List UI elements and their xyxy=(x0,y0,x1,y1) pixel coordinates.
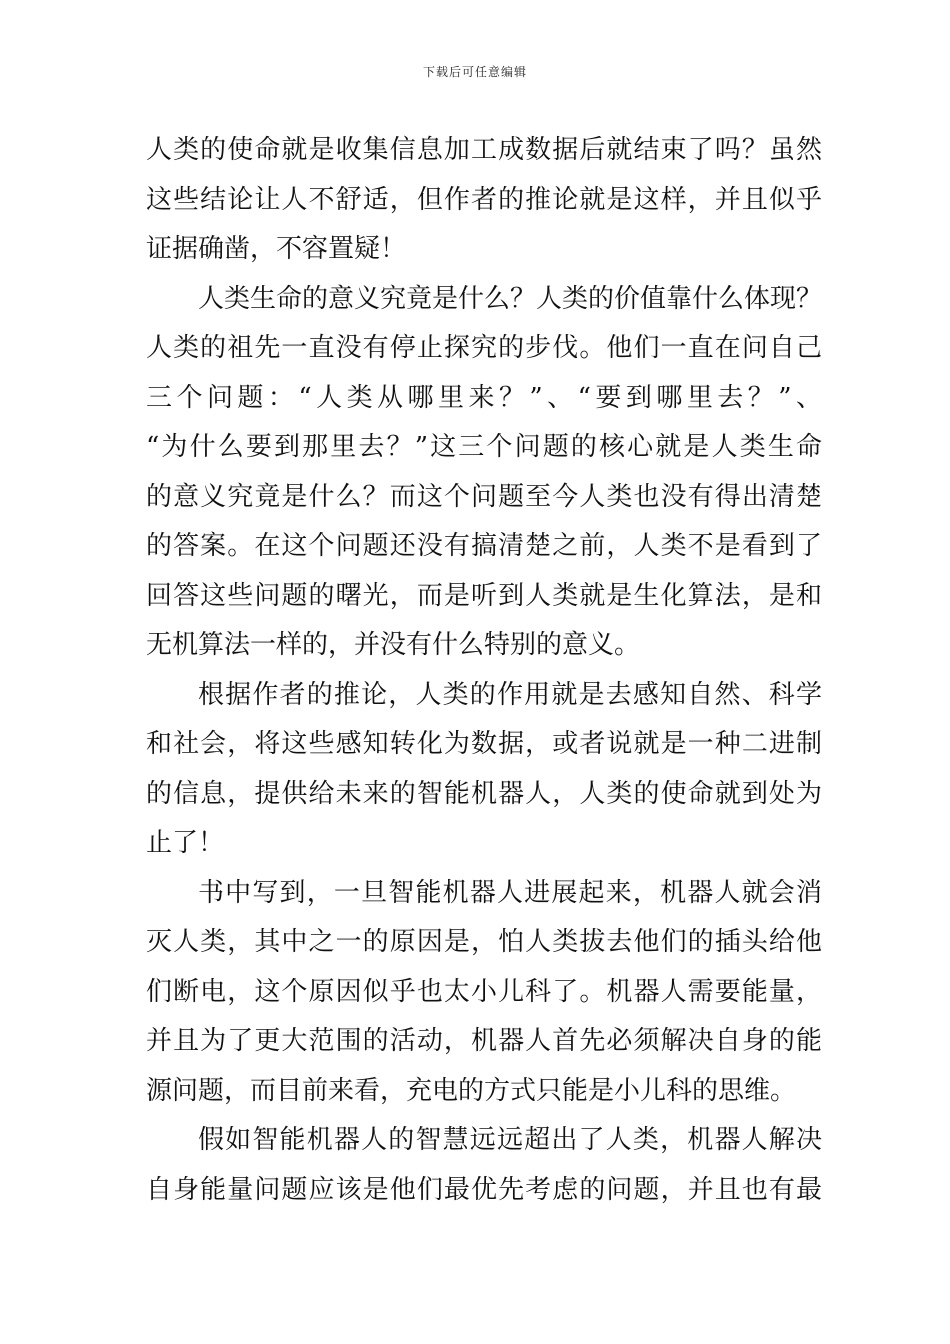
page-header-note: 下载后可任意编辑 xyxy=(422,65,527,79)
paragraph-1 xyxy=(146,126,822,275)
text-line: 证据确凿，不容置疑！ xyxy=(146,234,407,264)
text-line: 们断电，这个原因似乎也太小儿科了。机器人需要能量， xyxy=(146,976,822,1007)
text-line: 根据作者的推论，人类的作用就是去感知自然、科学 xyxy=(198,679,822,710)
paragraph-3 xyxy=(146,671,822,869)
text-line: 三个问题：“人类从哪里来？”、“要到哪里去？”、 xyxy=(146,382,822,413)
text-line: 和社会，将这些感知转化为数据，或者说就是一种二进制 xyxy=(146,729,822,759)
text-line: 无机算法一样的，并没有什么特别的意义。 xyxy=(146,630,641,660)
text-line: 人类的祖先一直没有停止探究的步伐。他们一直在问自己 xyxy=(146,333,822,363)
text-line: 止了！ xyxy=(146,828,225,858)
text-line: 灭人类，其中之一的原因是，怕人类拔去他们的插头给他 xyxy=(146,927,822,957)
text-line: 的答案。在这个问题还没有搞清楚之前，人类不是看到了 xyxy=(146,531,822,561)
paragraph-2 xyxy=(146,275,822,671)
text-line: 的意义究竟是什么？而这个问题至今人类也没有得出清楚 xyxy=(146,481,822,512)
text-line: 书中写到，一旦智能机器人进展起来，机器人就会消 xyxy=(198,877,822,908)
text-line: 这些结论让人不舒适，但作者的推论就是这样，并且似乎 xyxy=(146,184,822,215)
text-line: 回答这些问题的曙光，而是听到人类就是生化算法，是和 xyxy=(146,580,822,611)
text-line: “为什么要到那里去？”这三个问题的核心就是人类生命 xyxy=(146,432,822,462)
text-line: 并且为了更大范围的活动，机器人首先必须解决自身的能 xyxy=(146,1026,822,1056)
text-line: 自身能量问题应该是他们最优先考虑的问题，并且也有最 xyxy=(146,1174,822,1205)
paragraph-4 xyxy=(146,869,822,1117)
paragraph-5 xyxy=(146,1116,822,1215)
text-line: 假如智能机器人的智慧远远超出了人类，机器人解决 xyxy=(198,1125,822,1155)
text-line: 人类生命的意义究竟是什么？人类的价值靠什么体现？ xyxy=(198,283,822,314)
text-line: 的信息，提供给未来的智能机器人，人类的使命就到处为 xyxy=(146,778,822,809)
document-body xyxy=(146,126,822,1215)
text-line: 源问题，而目前来看，充电的方式只能是小儿科的思维。 xyxy=(146,1075,797,1106)
text-line: 人类的使命就是收集信息加工成数据后就结束了吗？虽然 xyxy=(146,135,822,165)
